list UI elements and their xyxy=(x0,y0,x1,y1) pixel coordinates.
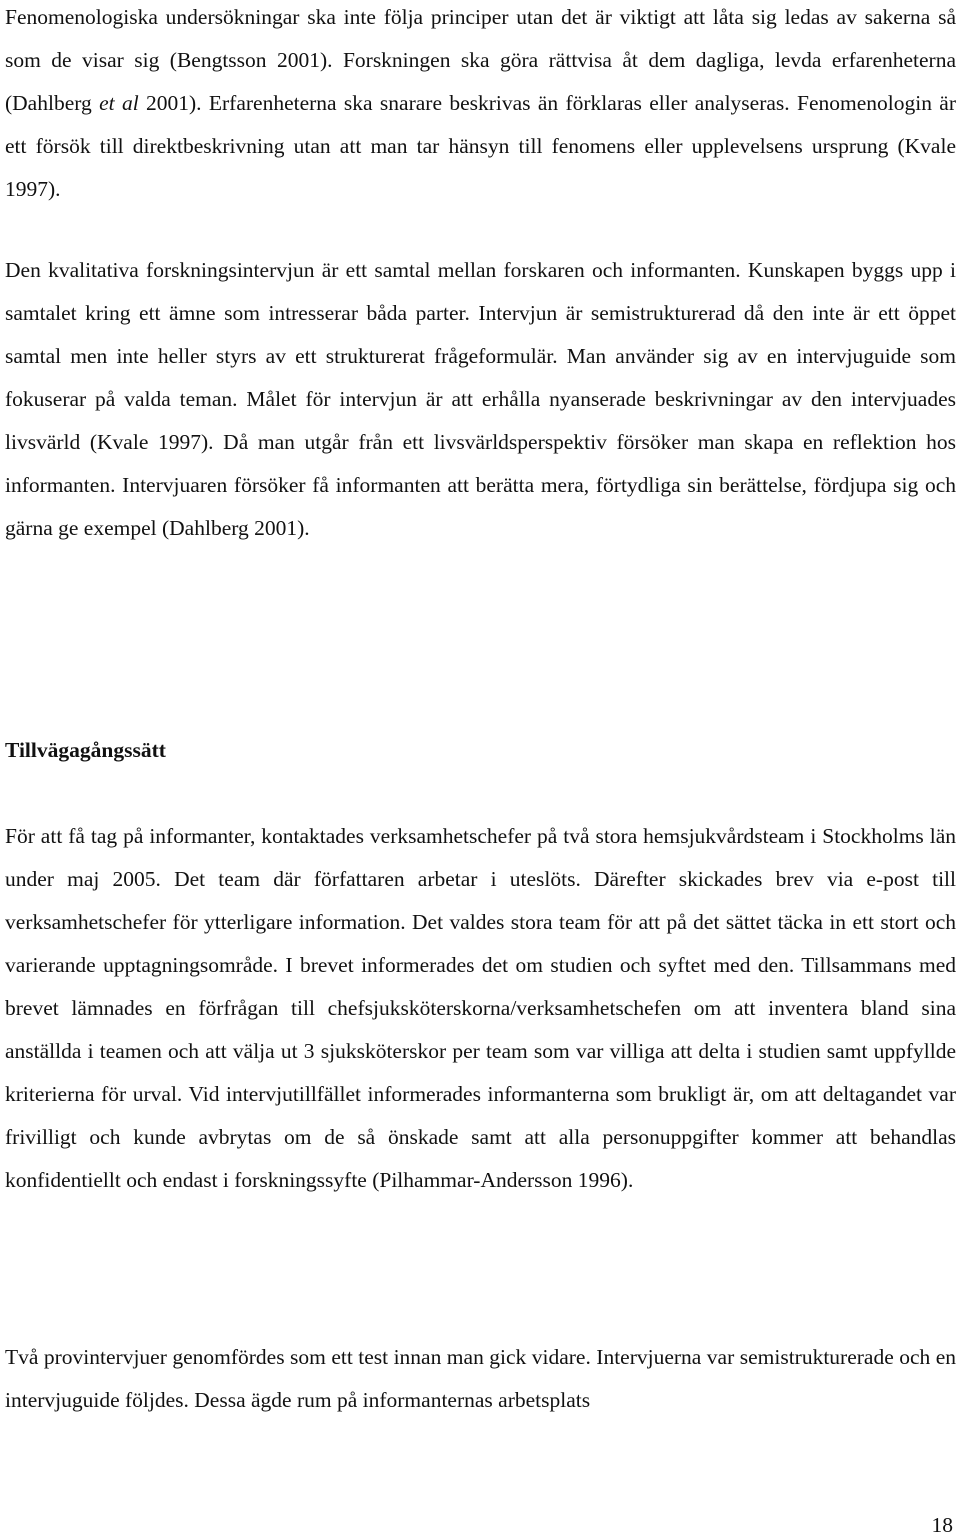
paragraph-pilot-interviews: Två provintervjuer genomfördes som ett test innan man gick vidare. Intervjuerna var semistrukturerade och en intervjuguide följdes. Dessa ägde rum på informanternas arbetsplats xyxy=(5,1345,956,1412)
paragraph-text: 2001). Erfarenheterna ska snarare beskrivas än förklaras eller analyseras. Fenomenologin är ett försök till direktbeskrivning utan att man tar hänsyn till fenomens eller upplevelsens ursprung (Kvale 1997). xyxy=(5,91,956,201)
paragraph-interview: Den kvalitativa forskningsintervjun är ett samtal mellan forskaren och informanten. Kunskapen byggs upp i samtalet kring ett ämne som intresserar båda parter. Intervjun är semistrukturerad då den inte är ett öppet samtal men inte heller styrs av ett strukturerat frågeformulär. Man använder sig av en intervjuguide som fokuserar på valda teman. Målet för intervjun är att erhålla nyanserade beskrivningar av den intervjuades livsvärld (Kvale 1997). Då man utgår från ett livsvärldsperspektiv försöker man skapa en reflektion hos informanten. Intervjuaren försöker få informanten att berätta mera, förtydliga sin berättelse, fördjupa sig och gärna ge exempel (Dahlberg 2001). xyxy=(5,258,956,540)
section-heading: Tillvägagångssätt xyxy=(5,738,166,762)
paragraph-text: Fenomenologiska undersökningar ska inte följa principer utan det är viktigt att låta sig ledas av sakerna så som de visar sig (Bengtsson 2001). Forskningen ska göra rättvisa åt dem dagliga, levda erfarenheterna (Dahlberg xyxy=(5,5,956,115)
page-number: 18 xyxy=(931,1513,953,1537)
italic-et-al: et al xyxy=(99,91,139,115)
paragraph-phenomenology xyxy=(5,0,956,211)
paragraph-procedure: För att få tag på informanter, kontaktades verksamhetschefer på två stora hemsjukvårdsteam i Stockholms län under maj 2005. Det team där författaren arbetar i uteslöts. Därefter skickades brev via e-post till verksamhetschefer för ytterligare information. Det valdes stora team för att på det sättet täcka in ett stort och varierande upptagningsområde. I brevet informerades det om studien och syftet med den. Tillsammans med brevet lämnades en förfrågan till chefsjuksköterskorna/verksamhetschefen om att inventera bland sina anställda i teamen och att välja ut 3 sjuksköterskor per team som var villiga att delta i studien samt uppfyllde kriterierna för urval. Vid intervjutillfället informerades informanterna som brukligt är, om att deltagandet var frivilligt och kunde avbrytas om de så önskade samt att alla personuppgifter kommer att behandlas konfidentiellt och endast i forskningssyfte (Pilhammar-Andersson 1996). xyxy=(5,824,956,1192)
